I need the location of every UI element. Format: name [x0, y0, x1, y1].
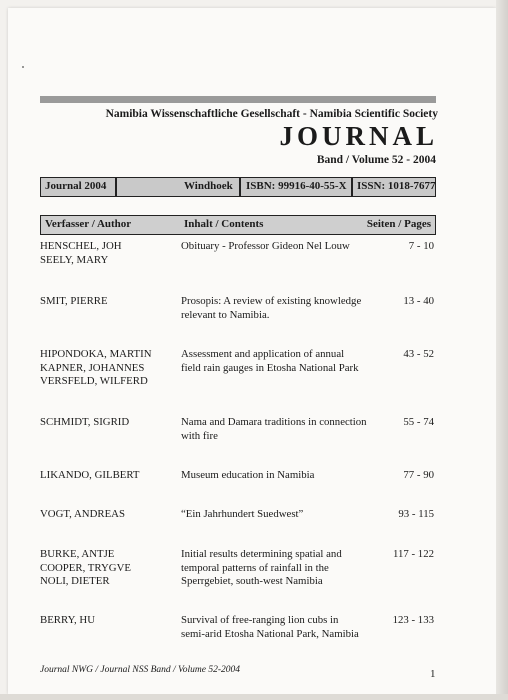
header-rule [40, 96, 436, 103]
table-header [40, 215, 436, 235]
volume-label: Band / Volume 52 - 2004 [316, 154, 436, 166]
entry-contents [181, 416, 381, 443]
entry-authors [40, 416, 129, 430]
column-pages: Seiten / Pages [366, 218, 431, 230]
article-title-line: Prosopis: A review of existing knowledge [181, 295, 362, 307]
info-journal: Journal 2004 [45, 180, 107, 192]
article-title-line: semi-arid Etosha National Park, Namibia [181, 627, 359, 640]
info-divider [351, 178, 353, 196]
column-author: Verfasser / Author [45, 218, 132, 230]
article-title-line: with fire [181, 429, 218, 442]
entry-pages: 43 - 52 [403, 348, 434, 360]
author-name: NOLI, DIETER [40, 575, 110, 587]
entry-pages: 13 - 40 [403, 295, 434, 307]
author-name: COOPER, TRYGVE [40, 561, 131, 574]
article-title-line: Sperrgebiet, south-west Namibia [181, 575, 323, 587]
entry-pages: 55 - 74 [403, 416, 434, 428]
author-name: BERRY, HU [40, 614, 96, 626]
page-edge-bottom [0, 694, 508, 700]
entry-authors [40, 240, 122, 267]
author-name: HIPONDOKA, MARTIN [40, 348, 152, 360]
info-place: Windhoek [184, 180, 233, 192]
society-name: Namibia Wissenschaftliche Gesellschaft - Namibia Scientific Society [105, 108, 438, 120]
entry-pages: 7 - 10 [408, 240, 434, 252]
entry-authors [40, 348, 152, 389]
scan-speck [22, 66, 24, 68]
article-title-line: Nama and Damara traditions in connection [181, 416, 367, 428]
entry-contents [181, 240, 381, 254]
entry-pages: 93 - 115 [398, 508, 434, 520]
article-title-line: “Ein Jahrhundert Suedwest” [181, 508, 304, 520]
entry-contents [181, 614, 381, 641]
footer-text: Journal NWG / Journal NSS Band / Volume 52-2004 [40, 665, 241, 675]
entry-pages: 77 - 90 [403, 469, 434, 481]
entry-authors [40, 548, 131, 589]
page-number: 1 [430, 668, 436, 680]
entry-authors [40, 295, 108, 309]
article-title-line: temporal patterns of rainfall in the [181, 561, 329, 574]
author-name: BURKE, ANTJE [40, 548, 115, 560]
author-name: LIKANDO, GILBERT [40, 469, 140, 481]
entry-authors [40, 614, 95, 628]
info-divider [239, 178, 241, 196]
journal-title: JOURNAL [279, 121, 438, 151]
publication-info-bar [40, 177, 436, 197]
info-isbn: ISBN: 99916-40-55-X [246, 180, 347, 192]
author-name: VOGT, ANDREAS [40, 508, 125, 520]
author-name: HENSCHEL, JOH [40, 240, 122, 252]
entry-authors [40, 508, 125, 522]
author-name: KAPNER, JOHANNES [40, 361, 145, 374]
author-name: SMIT, PIERRE [40, 295, 108, 307]
author-name: SEELY, MARY [40, 253, 109, 266]
article-title-line: Initial results determining spatial and [181, 548, 342, 560]
entry-pages: 117 - 122 [393, 548, 434, 560]
author-name: SCHMIDT, SIGRID [40, 416, 130, 428]
article-title-line: Obituary - Professor Gideon Nel Louw [181, 240, 350, 252]
page-edge-right [496, 0, 508, 700]
info-issn: ISSN: 1018-7677 [357, 180, 436, 192]
entry-contents [181, 508, 381, 522]
article-title-line: field rain gauges in Etosha National Park [181, 361, 359, 374]
article-title-line: Survival of free-ranging lion cubs in [181, 614, 339, 626]
entry-contents [181, 548, 381, 589]
article-title-line: Museum education in Namibia [181, 469, 315, 481]
entry-contents [181, 348, 381, 375]
article-title-line: relevant to Namibia. [181, 308, 270, 321]
author-name: VERSFELD, WILFERD [40, 375, 148, 387]
article-title-line: Assessment and application of annual [181, 348, 345, 360]
column-contents: Inhalt / Contents [184, 218, 264, 230]
entry-contents [181, 295, 381, 322]
entry-contents [181, 469, 381, 483]
entry-pages: 123 - 133 [392, 614, 434, 626]
info-divider [115, 178, 117, 196]
entry-authors [40, 469, 140, 483]
